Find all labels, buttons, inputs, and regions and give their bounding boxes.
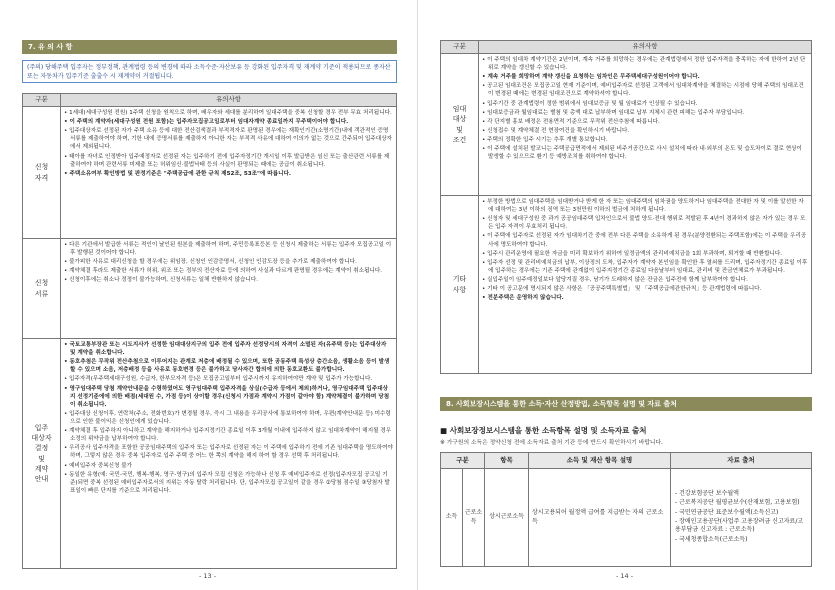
table-row	[441, 54, 812, 196]
list-item: • 기타 이 공고문에 명시되지 않은 사항은 「공공주택특별법」 및 「주택공급에관한규칙」등 관계법령에 따릅니다.	[482, 285, 808, 293]
col-header-category: 구분	[23, 94, 61, 107]
list-item: • 예비입주자 중복신청 불가	[64, 462, 393, 470]
notice-box: (주의) 당해주택 입주자는 정부정책, 관계법령 등의 변경에 따라 소득수준·자산보유 등 강화된 입주자격 및 재계약 기준이 적용되므로 종자산 또는 자동차가 입주기준 출출수 시 재계약이 거절됩니다.	[22, 60, 397, 83]
list-item: • 입주대상자로 선정된 자가 주택 소유 등에 대한 전산검색결과 부적격자로 판명된 경우에는 재확인기간(소명기간)내에 객관적인 증명서류를 제출하여야 하며, 기한 내에 증명서류를 제출하지 아니한 자는 부적격 사유에 대하여 이의가 없는 것으로 간주되어 입주대상자에서 제외됩니다.	[64, 127, 393, 151]
row-category: 임대 대상 및 조건	[441, 54, 479, 196]
cell-description: 상시고용되어 월정액 급여를 지급받는 자의 근로소득	[529, 469, 671, 567]
row-category: 신청 자격	[23, 107, 61, 239]
cell-item: 상시근로소득	[485, 469, 529, 567]
col-header-description: 소득 및 재산 항목 설명	[529, 453, 671, 469]
table-row	[23, 239, 397, 339]
row-items	[479, 196, 812, 374]
page-number: - 14 -	[616, 572, 634, 580]
table-row	[441, 469, 812, 567]
list-item: - 장애인고용공단(사업주 고용장려금 신고자료/고용부담금 신고자료 : 근로소득)	[675, 517, 804, 534]
list-item: • 영구임대주택 당첨 계약안내문을 수령하였어도 영구임대주택 입주자격을 상실(수급자 등에서 제외)하거나, 영구임대주택 입주대상지 선정기준에에 의한 배점(세대원 수, 가점 등)이 상이할 경우(신청시 가점과 계약시 가점이 같아야 함) 계약체결이 불가하며 당첨이 취소됩니다.	[64, 385, 393, 409]
list-item: • 입주자 선정 및 관리비예치금의 납부, 이상징의 도착, 입주자가 계약자 본인임을 확인한 후 열쇠를 드리며, 입주자정기간 종료일 이후에 입주하는 경우에는 기존 주택에 관계없이 입주지정기간 종료일 다음날부터 임대료, 관리비 및 잔금연체료가 부과됩니다.	[482, 259, 808, 275]
col-header-category: 구분	[441, 41, 479, 54]
list-item: - 건강보험공단 보수월액	[675, 490, 739, 498]
list-item: • 주택소유여부 확인방법 및 판정기준은 "주택공급에 관한 규칙 제52조, 53조"에 따릅니다.	[64, 170, 393, 178]
list-item: • 신청자 및 세대구성원 중 과거 공공임대주택 입차인으로서 불법 양도·전대 행위로 적발된 후 4년이 경과하지 않은 자가 있는 경우 모든 입주 자격이 무효처리 됩니다.	[482, 215, 808, 231]
left-notes-table	[22, 93, 397, 569]
list-item: • 신청접수 및 계약체결 전 현장여건을 확인하시기 바랍니다.	[482, 127, 808, 135]
list-item: • 주택의 정확한 입주 시기는 추후 개별 통보합니다.	[482, 136, 808, 144]
cell-category: 소득	[441, 469, 463, 567]
row-category: 기타 사항	[441, 196, 479, 374]
list-item: • 다른 기관에서 발급한 서류는 적인이 날인된 원본을 제출하여 하며, 주민등록표등본 등 신청시 제출하는 서류는 입주자 모집공고일 이후 발행된 것이어야 합니다.	[64, 241, 393, 257]
subsection-title: ■ 사회보장정보시스템을 통한 소득항목 설명 및 소득자료 출처	[440, 426, 647, 435]
table-row	[23, 339, 397, 569]
list-item: • 계약체결 후 입주하지 아니하고 계약을 해지하거나 입주지정기간 종료일 이후 3개월 이내에 입주하지 않고 임대차계약이 해지될 경우 소정의 위약금을 납부하여야 합니다.	[64, 427, 393, 443]
page-number: - 13 -	[199, 572, 217, 580]
list-item: • 이 주택에 입주자로 선정된 자가 임대차기간 중에 전부 다른 주택을 소유하게 된 경우(분양전환되는 주택포함)에는 이 주택을 우리공사에 명도하여야 합니다.	[482, 232, 808, 248]
table-row	[23, 107, 397, 239]
col-header-category: 구분	[441, 453, 485, 469]
cell-subcategory: 근로소득	[463, 469, 485, 567]
col-header-source: 자료 출처	[671, 453, 812, 469]
source-note: ※ 가구원의 소득은 정약신청 전에 소득자료 출처 기관 등에 반드시 확인하시기 바랍니다.	[440, 440, 663, 446]
list-item: • 신청이후에는 취소나 정정이 불가능하며, 신청서류는 일체 반환하지 않습니다.	[64, 276, 393, 284]
row-category: 입주 대상자 결정 및 계약 안내	[23, 339, 61, 569]
row-items	[61, 107, 397, 239]
list-item: • 계약체결 후라도 제출한 서류가 허위, 위조 또는 정부의 전산자료 등에 의하여 사실과 다르게 판명될 경우에는 계약이 취소됩니다.	[64, 267, 393, 275]
row-items	[479, 54, 812, 196]
list-item: • 입주기간 중 관계법령이 정한 범위에서 임대보증금 및 월 임대료가 인상될 수 있습니다.	[482, 100, 808, 108]
list-item: • 부정한 방법으로 임대주택을 임대받거나 받게 한 자 또는 임대주택의 임차권을 양도하거나 임대주택을 전대한 자 및 이를 알선한 자에 대하여는 3년 이하의 징역 또는 3천만원 이하의 벌금에 처하게 됩니다.	[482, 198, 808, 214]
list-item: • 공고된 임대조건은 모집공고일 현재 기준이며, 예비입주자로 선정된 고객에서 임대차계약을 체결하는 시점에 당해 주택의 임대조건이 변경된 때에는 변경된 임대조건으로 계약하셔야 합니다.	[482, 82, 808, 98]
list-item: • 계속 거주를 희망하여 계약 갱신을 요청하는 임차인은 무주택세대구성원이어야 합니다.	[482, 73, 808, 81]
col-header-notes: 유의사항	[61, 94, 397, 107]
list-item: • 태아를 자녀로 인정받아 입주예정자로 선정된 자는 입주하기 전에 입주자정기간 개시일 이후 발급받은 임신 또는 출산관련 서류를 제출하여야 하며 관련서류 미제출 또는 허위임신·불법낙태 등의 사실이 판명되는 때에는 공급이 취소됩니다.	[64, 153, 393, 169]
cell-sources	[671, 469, 812, 567]
list-item: • 실입주일이 임주예정일보다 앞당겨질 경우, 남기가 도래하지 않은 잔금은 입주전에 함께 납부하여야 합니다.	[482, 276, 808, 284]
list-item: • 입주시 관리운영에 필요한 자금을 미리 확보하기 위하여 일정금액의 관리비예치금을 1회 부과하며, 퇴거할 때 반환합니다.	[482, 250, 808, 258]
list-item: • 각 단지별 홍보 배정은 전용면적 기준으로 무작위 전산추첨에 따릅니다.	[482, 118, 808, 126]
col-header-item: 항목	[485, 453, 529, 469]
list-item: • 동일한 유형(예: 국민-국민, 행복-행복, 영구-영구)의 입주자 모집 신청은 가능하나 신청 후 예비입주자로 선정(입주자모집 공고일 기준)되면 중복 선정된 예비입주자로서의 지위는 자동 탈락 처리됩니다. 단, 입주자모집 공고일이 같을 경우 ②당첨 점수일 ③당첨자 발표일이 빠른 단지를 기준으로 처리됩니다.	[64, 471, 393, 495]
list-item: - 국민연금공단 표준보수월액(소득신고)	[675, 508, 779, 516]
list-item: • 임대보증금과 월임대료는 별첨 및 총액 대로 납부하며 임대료 납부 지체시 관련 피해는 입주자 부담입니다.	[482, 109, 808, 117]
list-item: • 전분주택은 운영하지 않습니다.	[482, 294, 808, 302]
list-item: • 이 주택의 임대차 계약기간은 2년이며, 계속 거주를 희망하는 경우에는 관계법령에서 정한 입주자격을 충족하는 자에 한하여 2년 단위로 계약을 갱신할 수 있습니다.	[482, 56, 808, 72]
list-item: - 국세청종합소득(근로소득)	[675, 535, 748, 543]
list-item: • 우리공사 입주자격을 포함한 공공임대주택의 입주자 또는 입주자로 선정된 자는 이 주택에 입주하기 전에 기존 임대주택을 명도하여야 하며, 그렇지 않은 경우 중복 입주자로 입주 주택 중 어느 한 쪽의 계약을 해지 하여 할 경우 선택 후 처리됩니다.	[64, 444, 393, 460]
list-item: • 이 주택에 설치된 발코니는 주택공급면적에서 제외된 비주거공간으로 사시 설치에 따라 내·외부의 온도 및 습도차이로 결로 현상이 발생할 수 있으므로 환기 등 예방조치를 취하여야 합니다.	[482, 145, 808, 161]
list-item: • 1세대(세대구성원 전원) 1주택 신청을 원칙으로 하며, 배우자와 세대를 분리하여 일대주택을 중복 신청할 경우 전부 무효 처리됩니다.	[64, 109, 393, 117]
row-items	[61, 239, 397, 339]
list-item: • 국토교통부장관 또는 시도지사가 선정한 임대대상지구의 입주 전에 입주자 선정당시의 자격이 소멸된 자(유주택 등)는 입주대상자 및 계약을 취소합니다.	[64, 341, 393, 357]
col-header-notes: 유의사항	[479, 41, 812, 54]
row-category: 신청 서류	[23, 239, 61, 339]
list-item: • 입주대상 신청이후, 연락처(주소, 전화번호)가 변경될 경우, 즉시 그 내용을 우리공사에 통보하여야 하며, 우편(계약안내문 등) 미수령으로 인한 불이익은 신청인에게 있습니다.	[64, 410, 393, 426]
right-notes-table	[440, 40, 812, 374]
list-item: • 입주자격(무주택세대구성원, 수급자, 한부모자격 등)은 모집공고일부터 입주시까지 유지하여야만 계약 및 입주가 가능합니다.	[64, 375, 393, 383]
section-title-7: 7. 유 의 사 항	[22, 40, 397, 54]
row-items	[61, 339, 397, 569]
section-title-8: 8. 사회보장시스템을 통한 소득·자산 산정방법, 소득항목 설명 및 자료 출처	[440, 397, 812, 411]
list-item: - 근로복지공단 월평균보수(산재보험, 고용보험)	[675, 499, 800, 507]
list-item: • 불가피한 사유로 대리신청을 할 경우에는 위임장, 신청인 인감증명서, 신청인 인감도장 등을 추가로 제출하여야 합니다.	[64, 258, 393, 266]
list-item: • 동호추첨은 무작위 전산추첨으로 이루어지는 관계로 저층에 배정될 수 있으며, 또한 공동주택 특성상 층간소음, 생활소음 등이 발생할 수 있으며 소음, 저층배정 등을 사유로 동호변경 등은 불가하고 당사자간 합의에 의한 동호교환도 불가합니다.	[64, 358, 393, 374]
income-source-table	[440, 452, 812, 567]
table-row	[441, 196, 812, 374]
list-item: • 이 주택의 계약자(세대구성원 전원 포함)는 입주자모집공고일로부터 임대자계약 종료일까지 무주택이어야 합니다.	[64, 118, 393, 126]
right-page	[418, 0, 835, 590]
